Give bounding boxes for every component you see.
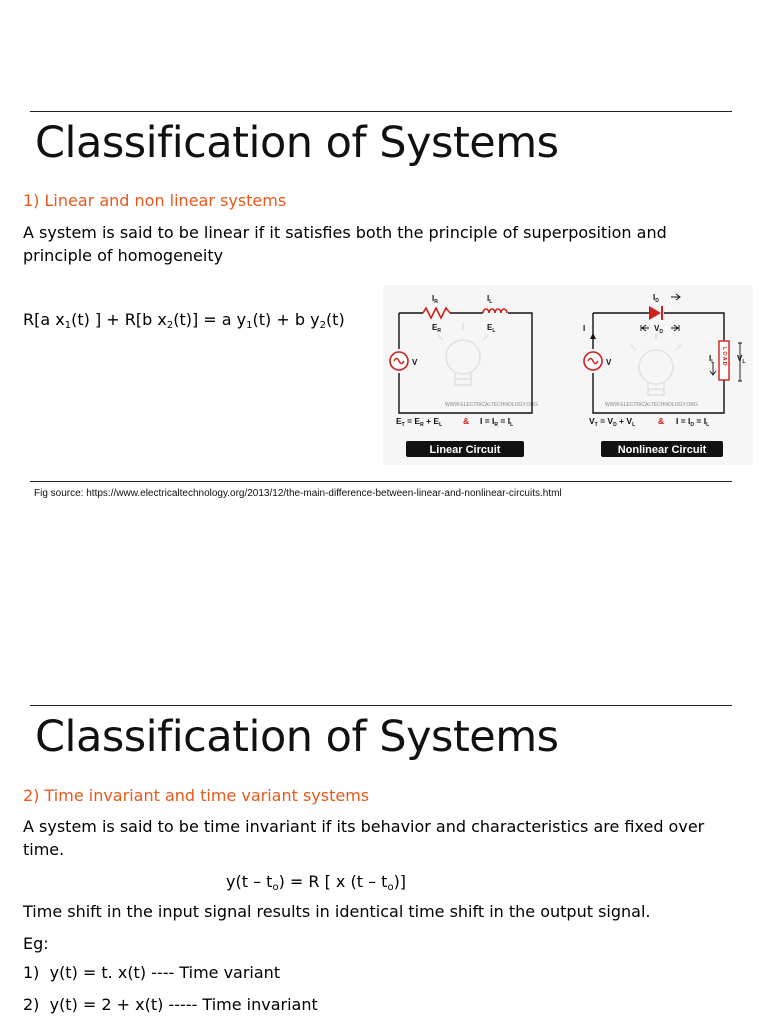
svg-text:I = IR = IL: $I = I_R = I_L$ — [480, 416, 514, 428]
slide2-definition: A system is said to be time invariant if its behavior and characteristics are fixed over time. — [23, 817, 705, 859]
svg-text:I = ID = IL: $I = I_D = I_L$ — [676, 416, 710, 428]
svg-text:WWW.ELECTRICALTECHNOLOGY.ORG: WWW.ELECTRICALTECHNOLOGY.ORG — [605, 402, 698, 408]
ac-source-icon — [390, 349, 408, 373]
svg-text:VL: $V_L$ — [737, 354, 746, 365]
svg-text:V: V — [606, 358, 612, 367]
example-item: 1) y(t) = t. x(t) ---- Time variant — [23, 963, 281, 982]
svg-text:VT = VD + VL: $V_T = V_D + V_L$ — [589, 416, 636, 428]
example-item: 2) y(t) = 2 + x(t) ----- Time invariant — [23, 995, 318, 1014]
time-invariance-equation: $y(t - t_o) = R$ [ x $(t - t_o)$] — [226, 872, 407, 893]
svg-text:ID: $I_D$ — [653, 293, 659, 304]
watermark-text: WWW.ELECTRICALTECHNOLOGY.ORG — [445, 402, 538, 408]
svg-text:ET = ER + EL: $E_T = E_R + E_L$ — [396, 416, 443, 428]
slide1-section-heading: 1) Linear and non linear systems — [23, 191, 287, 210]
linear-caption: Linear Circuit — [429, 444, 501, 456]
svg-text:VD: $V_D$ — [654, 324, 663, 335]
eg-label: Eg: — [23, 934, 49, 953]
time-shift-statement: Time shift in the input signal results in identical time shift in the output signal. — [23, 902, 651, 921]
svg-text:LOAD: LOAD — [721, 347, 727, 367]
slide2-top-rule — [30, 705, 732, 706]
svg-text:IR: $I_R$ — [432, 294, 438, 305]
slide1-title: Classification of Systems — [35, 118, 559, 168]
svg-text:EL: $E_L$ — [487, 323, 496, 334]
svg-text:IL: $I_L$ — [709, 354, 715, 365]
svg-text:IL: $I_L$ — [487, 294, 493, 305]
svg-text:&: & — [463, 416, 470, 426]
top-rule — [30, 111, 732, 112]
slide2-section-heading: 2) Time invariant and time variant systems — [23, 786, 370, 805]
svg-text:V: V — [412, 358, 418, 367]
svg-text:&: & — [658, 416, 665, 426]
slide2-title: Classification of Systems — [35, 712, 559, 762]
svg-text:ER: $E_R$ — [432, 323, 441, 334]
fig-source-rule — [30, 481, 732, 482]
nonlinear-caption: Nonlinear Circuit — [617, 444, 707, 456]
svg-text:I: I — [583, 324, 586, 333]
ac-source-icon — [584, 349, 602, 373]
fig-source: Fig source: https://www.electricaltechnology.org/2013/12/the-main-difference-between-linear-and-nonlinear-circuits.html — [34, 488, 562, 499]
linearity-equation: R[a $x_1(t)$ ] + R[b $x_2(t)] = a$ $y_1(t) + b$ $y_2(t)$ — [23, 310, 345, 331]
slide1-definition: A system is said to be linear if it satisfies both the principle of superposition and principle of homogeneity — [23, 223, 667, 265]
circuit-figure — [383, 285, 753, 465]
